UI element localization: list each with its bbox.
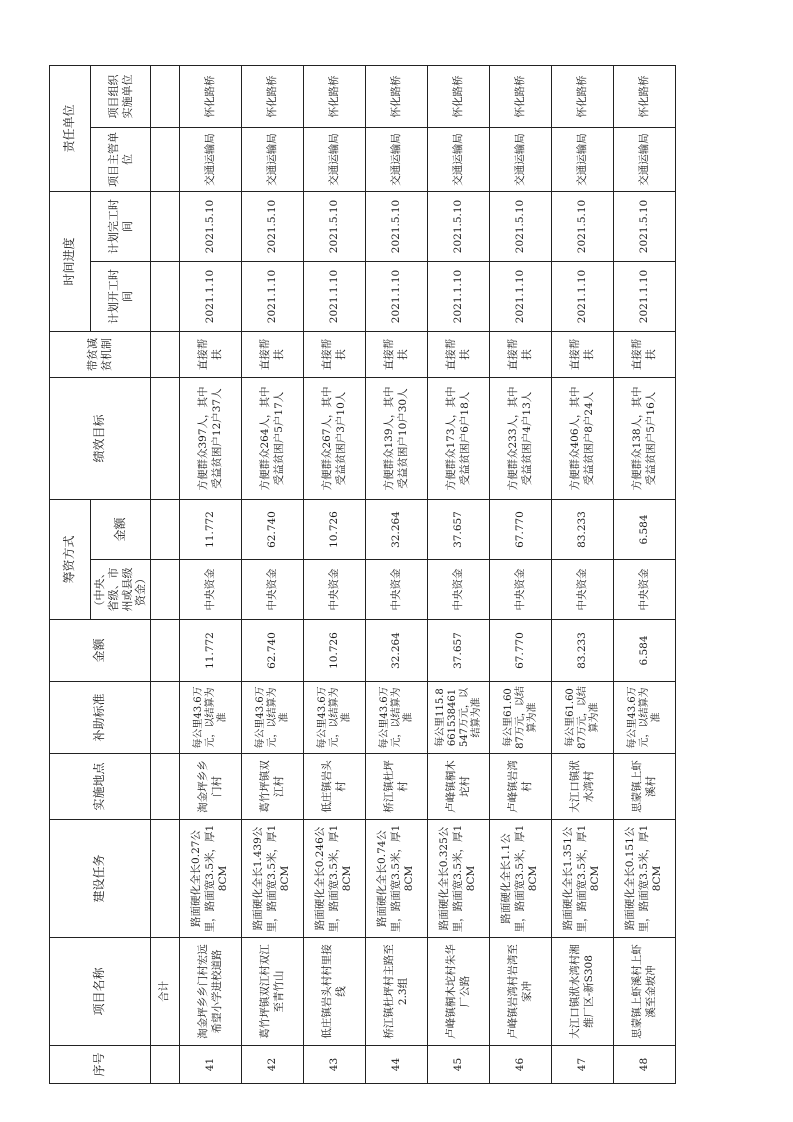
- table-row: [366, 65, 428, 1083]
- cell-task: 路面硬化全长0.74公里，路面宽3.5米，厚18CM: [366, 820, 428, 938]
- cell-task: 路面硬化全长0.246公里，路面宽3.5米，厚18CM: [304, 820, 366, 938]
- cell-start: 2021.1.10: [552, 261, 614, 331]
- cell-amount: 32.264: [366, 620, 428, 682]
- table-row: [614, 65, 676, 1083]
- cell-task: 路面硬化全长1.439公里，路面宽3.5米，厚18CM: [242, 820, 304, 938]
- table-row: [180, 65, 242, 1083]
- cell-location: 低庄镇岩头村: [304, 754, 366, 820]
- cell-fund-source: 中央资金: [366, 560, 428, 620]
- header-finish: 计划完工时间: [91, 191, 151, 261]
- cell-seq: 44: [366, 1046, 428, 1084]
- cell-seq: 47: [552, 1046, 614, 1084]
- cell-finish: 2021.5.10: [490, 191, 552, 261]
- cell-authority: 交通运输局: [428, 127, 490, 191]
- cell-mechanism: 直接帮扶: [366, 331, 428, 377]
- header-authority: 项目主管单位: [91, 127, 151, 191]
- cell-finish: 2021.5.10: [366, 191, 428, 261]
- header-subsidy: 补助标准: [50, 682, 151, 754]
- cell-location: 卢峰镇岩湾村: [490, 754, 552, 820]
- cell-mechanism: 直接帮扶: [490, 331, 552, 377]
- cell-seq: 41: [180, 1046, 242, 1084]
- table-row: [304, 65, 366, 1083]
- header-performance: 绩效目标: [50, 377, 151, 499]
- project-table: [49, 65, 676, 1084]
- cell-performance: 方便群众397人，其中受益贫困户12户37人: [180, 377, 242, 499]
- total-empty: [151, 191, 180, 261]
- cell-start: 2021.1.10: [490, 261, 552, 331]
- cell-mechanism: 直接帮扶: [180, 331, 242, 377]
- cell-name: 低庄镇岩头村村里接线: [304, 938, 366, 1046]
- cell-amount: 11.772: [180, 620, 242, 682]
- total-empty: [151, 620, 180, 682]
- cell-name: 思蒙镇上虾溪村上虾溪至金坡冲: [614, 938, 676, 1046]
- cell-authority: 交通运输局: [614, 127, 676, 191]
- cell-authority: 交通运输局: [242, 127, 304, 191]
- cell-mechanism: 直接帮扶: [304, 331, 366, 377]
- cell-organizer: 怀化路桥: [428, 65, 490, 127]
- cell-subsidy: 每公里61.6087万元，以结算为准: [490, 682, 552, 754]
- cell-subsidy: 每公里43.6万元，以结算为准: [180, 682, 242, 754]
- cell-name: 桥江镇杜坪村主路至2.3组: [366, 938, 428, 1046]
- cell-start: 2021.1.10: [242, 261, 304, 331]
- cell-performance: 方便群众267人，其中受益贫困户3户10人: [304, 377, 366, 499]
- cell-location: 桥江镇杜坪村: [366, 754, 428, 820]
- total-empty: [151, 820, 180, 938]
- table-row: [428, 65, 490, 1083]
- cell-organizer: 怀化路桥: [180, 65, 242, 127]
- header-responsible: 责任单位: [50, 65, 91, 191]
- cell-name: 葛竹坪镇双江村双江至青竹山: [242, 938, 304, 1046]
- cell-mechanism: 直接帮扶: [242, 331, 304, 377]
- cell-amount: 10.726: [304, 620, 366, 682]
- cell-start: 2021.1.10: [180, 261, 242, 331]
- header-amount: 金额: [50, 620, 151, 682]
- cell-subsidy: 每公里43.6万元，以结算为准: [242, 682, 304, 754]
- cell-task: 路面硬化全长0.27公里，路面宽3.5米，厚18CM: [180, 820, 242, 938]
- cell-authority: 交通运输局: [304, 127, 366, 191]
- cell-task: 路面硬化全长0.325公里，路面宽3.5米，厚18CM: [428, 820, 490, 938]
- cell-location: 卢峰镇桐木坨村: [428, 754, 490, 820]
- cell-subsidy: 每公里61.6087万元，以结算为准: [552, 682, 614, 754]
- cell-mechanism: 直接帮扶: [614, 331, 676, 377]
- cell-name: 淘金坪乡乡门村宏远希望小学进校道路: [180, 938, 242, 1046]
- total-empty: [151, 127, 180, 191]
- cell-authority: 交通运输局: [366, 127, 428, 191]
- cell-subsidy: 每公里43.6万元，以结算为准: [614, 682, 676, 754]
- cell-subsidy: 每公里115.8661538461547万元，以结算为准: [428, 682, 490, 754]
- cell-name: 大江口镇洑水湾村湘维厂区-新S308: [552, 938, 614, 1046]
- cell-authority: 交通运输局: [552, 127, 614, 191]
- cell-organizer: 怀化路桥: [614, 65, 676, 127]
- cell-finish: 2021.5.10: [304, 191, 366, 261]
- cell-organizer: 怀化路桥: [552, 65, 614, 127]
- header-fund-amount: 金额: [91, 499, 151, 559]
- cell-fund-amount: 62.740: [242, 499, 304, 559]
- header-row-1: [50, 65, 91, 1083]
- cell-seq: 43: [304, 1046, 366, 1084]
- cell-organizer: 怀化路桥: [304, 65, 366, 127]
- cell-subsidy: 每公里43.6万元，以结算为准: [304, 682, 366, 754]
- cell-fund-source: 中央资金: [304, 560, 366, 620]
- cell-fund-amount: 6.584: [614, 499, 676, 559]
- cell-authority: 交通运输局: [180, 127, 242, 191]
- cell-amount: 6.584: [614, 620, 676, 682]
- cell-finish: 2021.5.10: [180, 191, 242, 261]
- total-empty: [151, 754, 180, 820]
- table-row: [490, 65, 552, 1083]
- cell-performance: 方便群众264人，其中受益贫困户5户17人: [242, 377, 304, 499]
- cell-organizer: 怀化路桥: [490, 65, 552, 127]
- header-location: 实施地点: [50, 754, 151, 820]
- cell-fund-amount: 10.726: [304, 499, 366, 559]
- cell-fund-source: 中央资金: [614, 560, 676, 620]
- cell-name: 卢峰镇桐木坨村朱华厂公路: [428, 938, 490, 1046]
- total-empty: [151, 331, 180, 377]
- total-empty: [151, 377, 180, 499]
- cell-task: 路面硬化全长1.351公里，路面宽3.5米，厚18CM: [552, 820, 614, 938]
- cell-fund-source: 中央资金: [180, 560, 242, 620]
- table-row: [242, 65, 304, 1083]
- cell-start: 2021.1.10: [428, 261, 490, 331]
- cell-finish: 2021.5.10: [614, 191, 676, 261]
- cell-task: 路面硬化全长1.1公里，路面宽3.5米，厚18CM: [490, 820, 552, 938]
- total-empty: [151, 261, 180, 331]
- header-funding: 筹资方式: [50, 499, 91, 619]
- header-fund-source: （中央、省级、市州或县级资金）: [91, 560, 151, 620]
- cell-amount: 62.740: [242, 620, 304, 682]
- total-label: 合计: [151, 938, 180, 1046]
- cell-performance: 方便群众406人，其中受益贫困户8户24人: [552, 377, 614, 499]
- total-empty: [151, 499, 180, 559]
- cell-seq: 45: [428, 1046, 490, 1084]
- cell-amount: 67.770: [490, 620, 552, 682]
- cell-fund-source: 中央资金: [552, 560, 614, 620]
- total-seq: [151, 1046, 180, 1084]
- total-row: [151, 65, 180, 1083]
- cell-task: 路面硬化全长0.151公里，路面宽3.5米，厚18CM: [614, 820, 676, 938]
- header-task: 建设任务: [50, 820, 151, 938]
- cell-performance: 方便群众173人，其中受益贫困户6户18人: [428, 377, 490, 499]
- header-schedule: 时间进度: [50, 191, 91, 331]
- table-row: [552, 65, 614, 1083]
- header-mechanism: 带贫减贫机制: [50, 331, 151, 377]
- total-empty: [151, 682, 180, 754]
- cell-fund-amount: 67.770: [490, 499, 552, 559]
- cell-fund-amount: 37.657: [428, 499, 490, 559]
- header-start: 计划开工时间: [91, 261, 151, 331]
- cell-seq: 42: [242, 1046, 304, 1084]
- cell-performance: 方便群众139人，其中受益贫困户10户30人: [366, 377, 428, 499]
- cell-subsidy: 每公里43.6万元，以结算为准: [366, 682, 428, 754]
- total-empty: [151, 65, 180, 127]
- cell-fund-source: 中央资金: [490, 560, 552, 620]
- cell-finish: 2021.5.10: [242, 191, 304, 261]
- cell-start: 2021.1.10: [366, 261, 428, 331]
- cell-performance: 方便群众233人，其中受益贫困户4户13人: [490, 377, 552, 499]
- header-name: 项目名称: [50, 938, 151, 1046]
- header-seq: 序号: [50, 1046, 151, 1084]
- cell-finish: 2021.5.10: [552, 191, 614, 261]
- cell-location: 葛竹坪镇双江村: [242, 754, 304, 820]
- total-empty: [151, 560, 180, 620]
- cell-seq: 48: [614, 1046, 676, 1084]
- cell-fund-amount: 32.264: [366, 499, 428, 559]
- cell-amount: 37.657: [428, 620, 490, 682]
- cell-performance: 方便群众138人，其中受益贫困户5户16人: [614, 377, 676, 499]
- cell-amount: 83.233: [552, 620, 614, 682]
- cell-start: 2021.1.10: [614, 261, 676, 331]
- cell-authority: 交通运输局: [490, 127, 552, 191]
- cell-mechanism: 直接帮扶: [552, 331, 614, 377]
- cell-location: 大江口镇洑水湾村: [552, 754, 614, 820]
- cell-organizer: 怀化路桥: [366, 65, 428, 127]
- cell-organizer: 怀化路桥: [242, 65, 304, 127]
- cell-seq: 46: [490, 1046, 552, 1084]
- cell-start: 2021.1.10: [304, 261, 366, 331]
- cell-name: 卢峰镇岩湾村岩湾至家冲: [490, 938, 552, 1046]
- cell-mechanism: 直接帮扶: [428, 331, 490, 377]
- cell-location: 淘金坪乡乡门村: [180, 754, 242, 820]
- cell-fund-source: 中央资金: [242, 560, 304, 620]
- cell-fund-amount: 83.233: [552, 499, 614, 559]
- cell-fund-source: 中央资金: [428, 560, 490, 620]
- cell-fund-amount: 11.772: [180, 499, 242, 559]
- header-organizer: 项目组织实施单位: [91, 65, 151, 127]
- cell-location: 思蒙镇上虾溪村: [614, 754, 676, 820]
- cell-finish: 2021.5.10: [428, 191, 490, 261]
